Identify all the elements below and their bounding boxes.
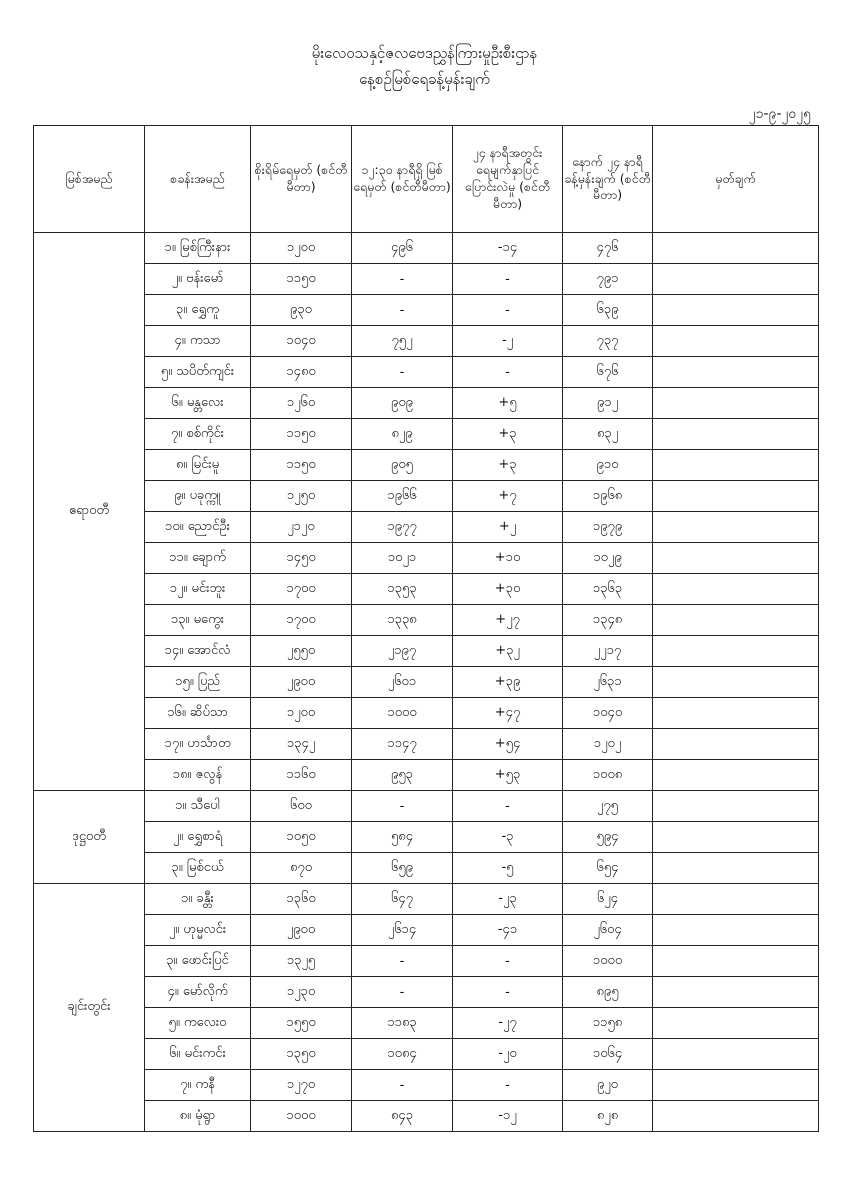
table-row	[34, 481, 819, 512]
table-row	[34, 543, 819, 574]
table-row	[34, 636, 819, 667]
river-name: ချင်းတွင်း	[34, 884, 145, 1132]
remarks	[653, 915, 819, 946]
danger-level: ၁၀၅၀	[251, 822, 352, 853]
danger-level: ၁၀၀၀	[251, 1101, 352, 1132]
forecast-level: ၉၂၀	[563, 1070, 653, 1101]
danger-level: ၁၁၅၀	[251, 264, 352, 295]
current-level: ၆၄၇	[352, 884, 453, 915]
remarks	[653, 574, 819, 605]
table-row	[34, 326, 819, 357]
danger-level: ၁၁၆၀	[251, 760, 352, 791]
station-name: ၁၃။ မကွေး	[145, 605, 251, 636]
current-level: ၈၄၃	[352, 1101, 453, 1132]
table-row	[34, 264, 819, 295]
station-name: ၅။ ကလေးဝ	[145, 1008, 251, 1039]
danger-level: ၁၃၄၂	[251, 729, 352, 760]
station-name: ၃။ မြစ်ငယ်	[145, 853, 251, 884]
level-change: -၃	[453, 822, 563, 853]
level-change: +၅၃	[453, 760, 563, 791]
table-row	[34, 791, 819, 822]
danger-level: ၁၇၀၀	[251, 574, 352, 605]
table-row	[34, 729, 819, 760]
remarks	[653, 729, 819, 760]
current-level: ၂၆၀၁	[352, 667, 453, 698]
danger-level: ၁၄၅၀	[251, 543, 352, 574]
current-level: ၁၀၂၁	[352, 543, 453, 574]
current-level: ၅၈၄	[352, 822, 453, 853]
table-row	[34, 946, 819, 977]
station-name: ၈။ မြင်းမူ	[145, 450, 251, 481]
danger-level: ၁၂၀၀	[251, 233, 352, 264]
remarks	[653, 1070, 819, 1101]
table-row	[34, 574, 819, 605]
remarks	[653, 667, 819, 698]
current-level: -	[352, 1070, 453, 1101]
station-name: ၂။ ဗန်းမော်	[145, 264, 251, 295]
document-title: မိုးလေဝသနှင့်ဇလဗေဒညွှန်ကြားမှုဦးစီးဌာန	[311, 44, 538, 62]
col-header-forecast: နောက် ၂၄ နာရီ ခန့်မှန်းချက် (စင်တီမီတာ)	[563, 126, 653, 233]
forecast-level: ၂၂၁၇	[563, 636, 653, 667]
table-row	[34, 760, 819, 791]
col-header-station: စခန်းအမည်	[145, 126, 251, 233]
danger-level: ၁၀၄၀	[251, 326, 352, 357]
station-name: ၂။ ရွှေစာရံ	[145, 822, 251, 853]
forecast-level: ၁၀၀၀	[563, 946, 653, 977]
level-change: -၅	[453, 853, 563, 884]
current-level: ၁၉၆၆	[352, 481, 453, 512]
remarks	[653, 543, 819, 574]
remarks	[653, 481, 819, 512]
remarks	[653, 512, 819, 543]
remarks	[653, 326, 819, 357]
current-level: -	[352, 264, 453, 295]
document-subtitle: နေ့စဉ်မြစ်ရေခန့်မှန်းချက်	[359, 70, 490, 88]
danger-level: ၁၄၈၀	[251, 357, 352, 388]
station-name: ၁၀။ ညောင်ဦး	[145, 512, 251, 543]
table-row	[34, 512, 819, 543]
station-name: ၂။ ဟုမ္မလင်း	[145, 915, 251, 946]
danger-level: ၉၃၀	[251, 295, 352, 326]
danger-level: ၁၃၆၀	[251, 884, 352, 915]
station-name: ၈။ မုံရွာ	[145, 1101, 251, 1132]
station-name: ၁၆။ ဆိပ်သာ	[145, 698, 251, 729]
table-row	[34, 915, 819, 946]
station-name: ၁၇။ ဟင်္သာတ	[145, 729, 251, 760]
station-name: ၃။ ဖောင်းပြင်	[145, 946, 251, 977]
level-change: -၂၀	[453, 1039, 563, 1070]
col-header-danger-level: စိုးရိမ်ရေမှတ် (စင်တီမီတာ)	[251, 126, 352, 233]
current-level: ၆၅၉	[352, 853, 453, 884]
forecast-level: ၈၃၂	[563, 419, 653, 450]
forecast-level: ၁၂၀၂	[563, 729, 653, 760]
level-change: +၃၉	[453, 667, 563, 698]
remarks	[653, 946, 819, 977]
danger-level: ၁၁၅၀	[251, 419, 352, 450]
river-name: ဧရာဝတီ	[34, 233, 145, 791]
col-header-remarks: မှတ်ချက်	[653, 126, 819, 233]
remarks	[653, 853, 819, 884]
station-name: ၇။ ကနီ	[145, 1070, 251, 1101]
danger-level: ၁၂၃၀	[251, 977, 352, 1008]
forecast-level: ၉၁၂	[563, 388, 653, 419]
forecast-level: ၂၆၃၁	[563, 667, 653, 698]
station-name: ၁၁။ ချောက်	[145, 543, 251, 574]
forecast-level: ၂၆၀၄	[563, 915, 653, 946]
remarks	[653, 698, 819, 729]
forecast-level: ၆၂၄	[563, 884, 653, 915]
danger-level: ၁၅၅၀	[251, 1008, 352, 1039]
danger-level: ၂၉၀၀	[251, 667, 352, 698]
level-change: +၁၀	[453, 543, 563, 574]
level-change: -	[453, 357, 563, 388]
forecast-level: ၆၇၆	[563, 357, 653, 388]
station-name: ၁၂။ မင်းဘူး	[145, 574, 251, 605]
station-name: ၁။ သီပေါ	[145, 791, 251, 822]
river-forecast-table	[33, 125, 819, 1132]
level-change: +၅	[453, 388, 563, 419]
forecast-level: ၇၉၁	[563, 264, 653, 295]
level-change: -၂	[453, 326, 563, 357]
station-name: ၃။ ရွှေကူ	[145, 295, 251, 326]
level-change: +၂၇	[453, 605, 563, 636]
forecast-level: ၁၀၄၀	[563, 698, 653, 729]
level-change: +၃	[453, 450, 563, 481]
current-level: ၉၅၃	[352, 760, 453, 791]
current-level: ၁၃၅၃	[352, 574, 453, 605]
danger-level: ၁၂၆၀	[251, 388, 352, 419]
forecast-level: ၁၀၂၉	[563, 543, 653, 574]
remarks	[653, 636, 819, 667]
level-change: +၂	[453, 512, 563, 543]
level-change: -	[453, 264, 563, 295]
table-row	[34, 853, 819, 884]
danger-level: ၁၃၂၅	[251, 946, 352, 977]
table-row	[34, 1039, 819, 1070]
station-name: ၁။ မြစ်ကြီးနား	[145, 233, 251, 264]
station-name: ၅။ သပိတ်ကျင်း	[145, 357, 251, 388]
current-level: ၁၁၈၃	[352, 1008, 453, 1039]
remarks	[653, 233, 819, 264]
danger-level: ၂၉၀၀	[251, 915, 352, 946]
forecast-level: ၂၇၅	[563, 791, 653, 822]
forecast-level: ၈၉၅	[563, 977, 653, 1008]
forecast-level: ၁၀၀၈	[563, 760, 653, 791]
danger-level: ၁၂၀၀	[251, 698, 352, 729]
current-level: ၁၀၈၄	[352, 1039, 453, 1070]
forecast-level: ၁၉၆၈	[563, 481, 653, 512]
level-change: +၄၇	[453, 698, 563, 729]
forecast-level: ၄၇၆	[563, 233, 653, 264]
level-change: -၂၇	[453, 1008, 563, 1039]
forecast-level: ၁၃၄၈	[563, 605, 653, 636]
remarks	[653, 605, 819, 636]
remarks	[653, 295, 819, 326]
current-level: ၉၀၉	[352, 388, 453, 419]
level-change: -	[453, 946, 563, 977]
remarks	[653, 1008, 819, 1039]
remarks	[653, 264, 819, 295]
col-header-current-level: ၁၂:၃၀ နာရီရှိ မြစ်ရေမှတ် (စင်တီမီတာ)	[352, 126, 453, 233]
station-name: ၄။ ကသာ	[145, 326, 251, 357]
table-row	[34, 233, 819, 264]
forecast-level: ၅၉၄	[563, 822, 653, 853]
report-date: ၂၁-၉-၂၀၂၅	[748, 106, 811, 122]
level-change: -၄၁	[453, 915, 563, 946]
danger-level: ၁၁၅၀	[251, 450, 352, 481]
table-row	[34, 1008, 819, 1039]
table-row	[34, 977, 819, 1008]
current-level: ၇၅၂	[352, 326, 453, 357]
current-level: ၁၃၃၈	[352, 605, 453, 636]
forecast-level: ၆၃၉	[563, 295, 653, 326]
station-name: ၁၄။ အောင်လံ	[145, 636, 251, 667]
remarks	[653, 450, 819, 481]
danger-level: ၂၁၂၀	[251, 512, 352, 543]
danger-level: ၁၇၀၀	[251, 605, 352, 636]
remarks	[653, 1101, 819, 1132]
station-name: ၆။ မင်းကင်း	[145, 1039, 251, 1070]
col-header-24h-change: ၂၄ နာရီအတွင်း ရေမျက်နှာပြင် ပြောင်းလဲမှု (စင်တီမီတာ)	[453, 126, 563, 233]
current-level: ၁၉၇၇	[352, 512, 453, 543]
danger-level: ၁၂၅၀	[251, 481, 352, 512]
table-row	[34, 605, 819, 636]
danger-level: ၁၃၅၀	[251, 1039, 352, 1070]
remarks	[653, 388, 819, 419]
table-row	[34, 884, 819, 915]
level-change: -	[453, 1070, 563, 1101]
table-row	[34, 357, 819, 388]
current-level: ၁၀၀၀	[352, 698, 453, 729]
remarks	[653, 760, 819, 791]
remarks	[653, 357, 819, 388]
forecast-level: ၁၉၇၉	[563, 512, 653, 543]
level-change: -	[453, 791, 563, 822]
table-row	[34, 450, 819, 481]
header-row	[34, 126, 819, 233]
danger-level: ၂၅၅၀	[251, 636, 352, 667]
forecast-level: ၁၀၆၄	[563, 1039, 653, 1070]
station-name: ၁၅။ ပြည်	[145, 667, 251, 698]
remarks	[653, 791, 819, 822]
remarks	[653, 419, 819, 450]
level-change: -၁၂	[453, 1101, 563, 1132]
forecast-level: ၆၅၄	[563, 853, 653, 884]
table-row	[34, 1101, 819, 1132]
col-header-river: မြစ်အမည်	[34, 126, 145, 233]
level-change: -၁၄	[453, 233, 563, 264]
station-name: ၁။ ခန္တီး	[145, 884, 251, 915]
station-name: ၁၈။ ဇလွန်	[145, 760, 251, 791]
danger-level: ၈၇၀	[251, 853, 352, 884]
station-name: ၄။ မော်လိုက်	[145, 977, 251, 1008]
table-row	[34, 388, 819, 419]
table-row	[34, 419, 819, 450]
current-level: -	[352, 977, 453, 1008]
table-row	[34, 698, 819, 729]
current-level: ၁၁၄၇	[352, 729, 453, 760]
remarks	[653, 977, 819, 1008]
danger-level: ၁၂၇၀	[251, 1070, 352, 1101]
level-change: +၃	[453, 419, 563, 450]
table-row	[34, 822, 819, 853]
forecast-level: ၁၁၅၈	[563, 1008, 653, 1039]
current-level: -	[352, 357, 453, 388]
level-change: +၃၀	[453, 574, 563, 605]
level-change: +၇	[453, 481, 563, 512]
current-level: -	[352, 946, 453, 977]
level-change: -	[453, 977, 563, 1008]
current-level: ၂၁၉၇	[352, 636, 453, 667]
remarks	[653, 822, 819, 853]
level-change: +၃၂	[453, 636, 563, 667]
current-level: ၂၆၁၄	[352, 915, 453, 946]
forecast-level: ၁၃၆၃	[563, 574, 653, 605]
level-change: +၅၄	[453, 729, 563, 760]
remarks	[653, 1039, 819, 1070]
table-row	[34, 295, 819, 326]
current-level: -	[352, 791, 453, 822]
current-level: ၄၉၆	[352, 233, 453, 264]
forecast-level: ၉၁၀	[563, 450, 653, 481]
station-name: ၆။ မန္တလေး	[145, 388, 251, 419]
current-level: ၉၀၅	[352, 450, 453, 481]
level-change: -	[453, 295, 563, 326]
forecast-level: ၈၂၈	[563, 1101, 653, 1132]
table-row	[34, 1070, 819, 1101]
remarks	[653, 884, 819, 915]
table-row	[34, 667, 819, 698]
danger-level: ၆၀၀	[251, 791, 352, 822]
river-name: ဒုဋ္ဌဝတီ	[34, 791, 145, 884]
station-name: ၇။ စစ်ကိုင်း	[145, 419, 251, 450]
current-level: ၈၂၉	[352, 419, 453, 450]
level-change: -၂၃	[453, 884, 563, 915]
station-name: ၉။ ပခုက္ကူ	[145, 481, 251, 512]
forecast-level: ၇၃၇	[563, 326, 653, 357]
current-level: -	[352, 295, 453, 326]
